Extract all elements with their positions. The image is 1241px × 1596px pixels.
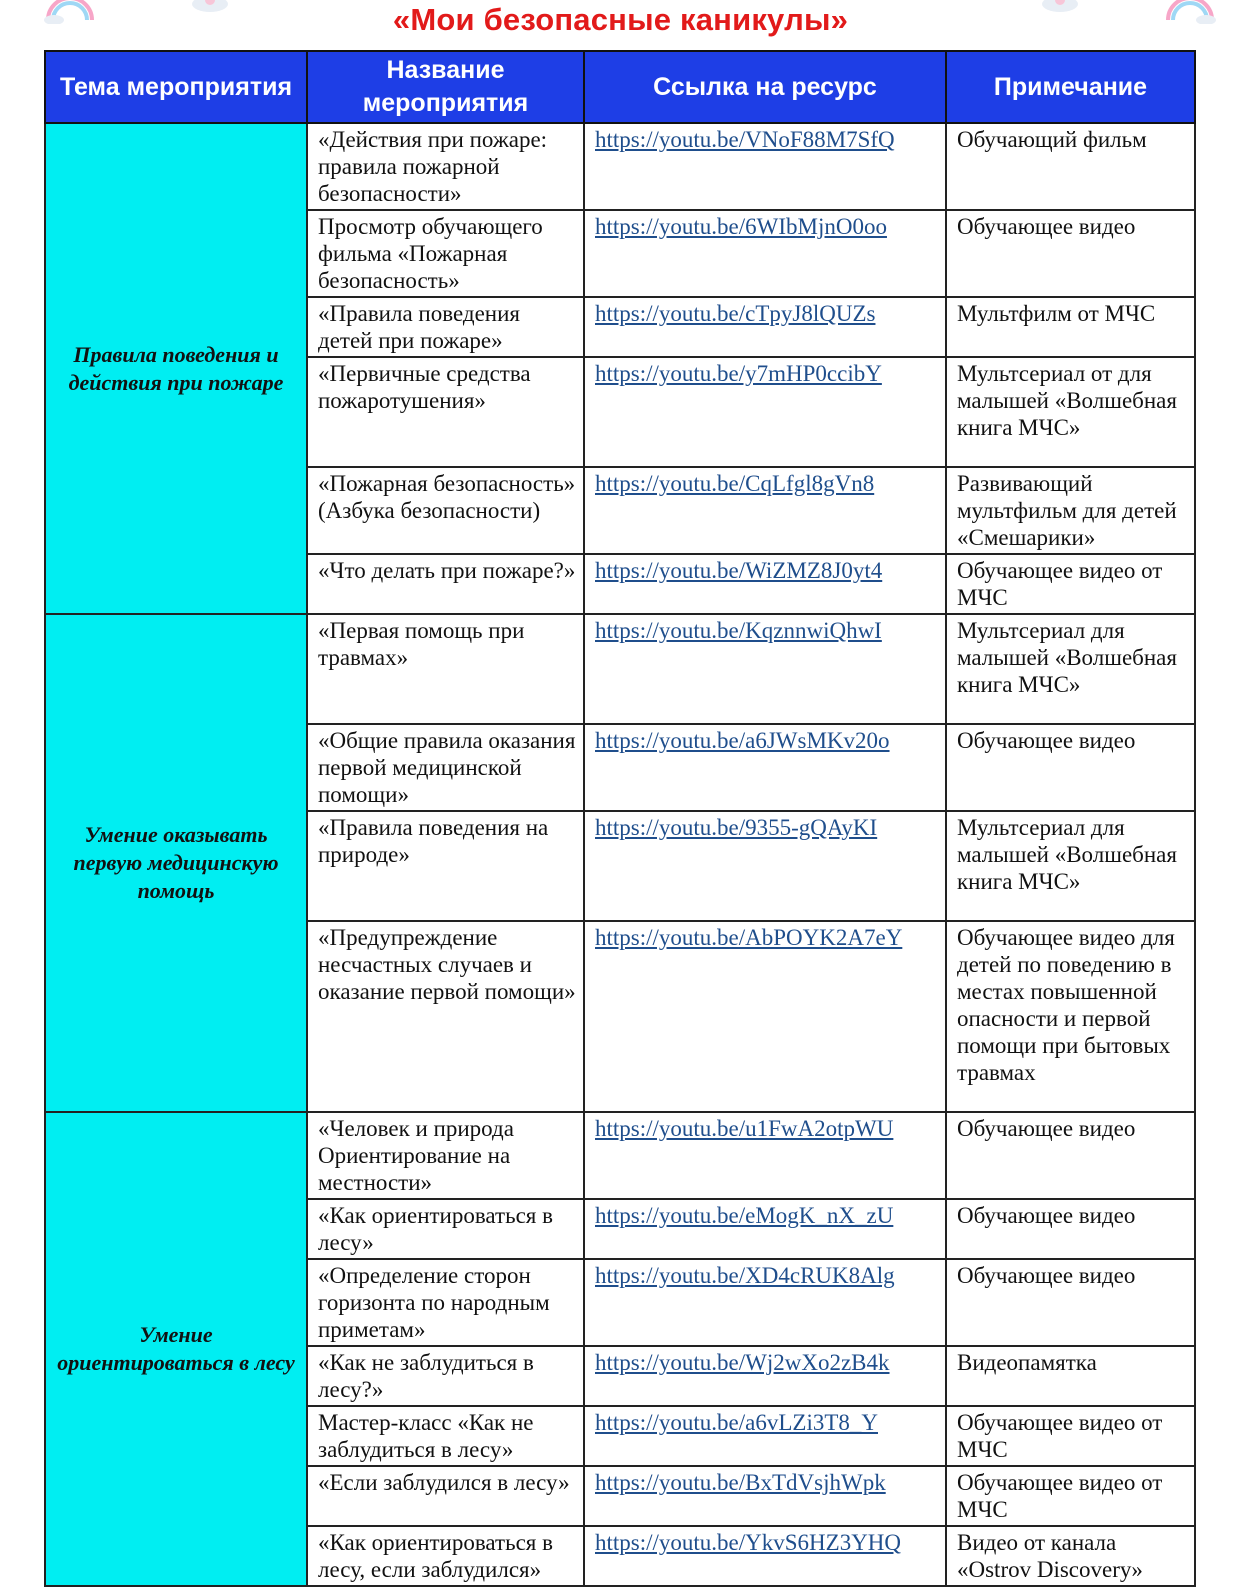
resource-link[interactable]: https://youtu.be/AbPOYK2A7eY xyxy=(595,925,903,950)
resource-link[interactable]: https://youtu.be/a6JWsMKv20o xyxy=(595,728,890,753)
event-name-cell: «Действия при пожаре: правила пожарной безопасности» xyxy=(307,123,584,210)
header-topic: Тема мероприятия xyxy=(45,51,307,123)
resource-link-cell xyxy=(584,1466,946,1526)
event-name-cell: Просмотр обучающего фильма «Пожарная безопасность» xyxy=(307,210,584,297)
note-cell: Обучающее видео от МЧС xyxy=(946,1466,1195,1526)
topic-cell: Умение ориентироваться в лесу xyxy=(45,1112,307,1586)
topic-cell: Умение оказывать первую медицинскую помощь xyxy=(45,614,307,1112)
resource-link-cell xyxy=(584,297,946,357)
resource-link-cell xyxy=(584,357,946,467)
resources-table xyxy=(44,50,1196,1587)
resource-link[interactable]: https://youtu.be/XD4cRUK8Alg xyxy=(595,1263,895,1288)
resource-link[interactable]: https://youtu.be/YkvS6HZ3YHQ xyxy=(595,1530,902,1555)
resource-link-cell xyxy=(584,1112,946,1199)
note-cell: Мультсериал для малышей «Волшебная книга МЧС» xyxy=(946,811,1195,921)
event-name-cell: Мастер-класс «Как не заблудиться в лесу» xyxy=(307,1406,584,1466)
event-name-cell: «Если заблудился в лесу» xyxy=(307,1466,584,1526)
resource-link-cell xyxy=(584,811,946,921)
note-cell: Обучающее видео от МЧС xyxy=(946,1406,1195,1466)
resource-link-cell xyxy=(584,554,946,614)
header-row xyxy=(45,51,1195,123)
resource-link[interactable]: https://youtu.be/a6vLZi3T8_Y xyxy=(595,1410,878,1435)
note-cell: Видео от канала «Ostrov Discovery» xyxy=(946,1526,1195,1586)
resource-link-cell xyxy=(584,724,946,811)
resource-link[interactable]: https://youtu.be/y7mHP0ccibY xyxy=(595,361,882,386)
topic-cell: Правила поведения и действия при пожаре xyxy=(45,123,307,614)
note-cell: Обучающее видео xyxy=(946,724,1195,811)
event-name-cell: «Правила поведения на природе» xyxy=(307,811,584,921)
event-name-cell: «Человек и природа Ориентирование на местности» xyxy=(307,1112,584,1199)
note-cell: Обучающее видео xyxy=(946,1259,1195,1346)
resource-link[interactable]: https://youtu.be/CqLfgl8gVn8 xyxy=(595,471,875,496)
resource-link-cell xyxy=(584,123,946,210)
event-name-cell: «Определение сторон горизонта по народным приметам» xyxy=(307,1259,584,1346)
resource-link-cell xyxy=(584,1406,946,1466)
event-name-cell: «Предупреждение несчастных случаев и оказание первой помощи» xyxy=(307,921,584,1112)
note-cell: Мультсериал для малышей «Волшебная книга МЧС» xyxy=(946,614,1195,724)
event-name-cell: «Общие правила оказания первой медицинской помощи» xyxy=(307,724,584,811)
table-row xyxy=(45,614,1195,724)
event-name-cell: «Первичные средства пожаротушения» xyxy=(307,357,584,467)
resource-link[interactable]: https://youtu.be/9355-gQAyKI xyxy=(595,815,878,840)
note-cell: Обучающее видео xyxy=(946,1112,1195,1199)
event-name-cell: «Как ориентироваться в лесу» xyxy=(307,1199,584,1259)
resource-link[interactable]: https://youtu.be/Wj2wXo2zB4k xyxy=(595,1350,890,1375)
resource-link[interactable]: https://youtu.be/VNoF88M7SfQ xyxy=(595,127,895,152)
resource-link[interactable]: https://youtu.be/eMogK_nX_zU xyxy=(595,1203,894,1228)
header-link: Ссылка на ресурс xyxy=(584,51,946,123)
event-name-cell: «Правила поведения детей при пожаре» xyxy=(307,297,584,357)
resource-link-cell xyxy=(584,467,946,554)
event-name-cell: «Что делать при пожаре?» xyxy=(307,554,584,614)
event-name-cell: «Пожарная безопасность» (Азбука безопасности) xyxy=(307,467,584,554)
note-cell: Развивающий мультфильм для детей «Смешарики» xyxy=(946,467,1195,554)
note-cell: Обучающий фильм xyxy=(946,123,1195,210)
table-row xyxy=(45,123,1195,210)
event-name-cell: «Как не заблудиться в лесу?» xyxy=(307,1346,584,1406)
resource-link-cell xyxy=(584,1526,946,1586)
header-note: Примечание xyxy=(946,51,1195,123)
header-name: Название мероприятия xyxy=(307,51,584,123)
event-name-cell: «Как ориентироваться в лесу, если заблудился» xyxy=(307,1526,584,1586)
resource-link[interactable]: https://youtu.be/WiZMZ8J0yt4 xyxy=(595,558,883,583)
note-cell: Обучающее видео xyxy=(946,210,1195,297)
note-cell: Мультсериал от для малышей «Волшебная книга МЧС» xyxy=(946,357,1195,467)
note-cell: Обучающее видео от МЧС xyxy=(946,554,1195,614)
resource-link[interactable]: https://youtu.be/KqznnwiQhwI xyxy=(595,618,882,643)
note-cell: Мультфилм от МЧС xyxy=(946,297,1195,357)
note-cell: Видеопамятка xyxy=(946,1346,1195,1406)
resource-link-cell xyxy=(584,210,946,297)
resource-link[interactable]: https://youtu.be/u1FwA2otpWU xyxy=(595,1116,894,1141)
note-cell: Обучающее видео для детей по поведению в местах повышенной опасности и первой помощи при бытовых травмах xyxy=(946,921,1195,1112)
resource-link-cell xyxy=(584,614,946,724)
resource-link-cell xyxy=(584,1346,946,1406)
event-name-cell: «Первая помощь при травмах» xyxy=(307,614,584,724)
resource-link[interactable]: https://youtu.be/BxTdVsjhWpk xyxy=(595,1470,886,1495)
resource-link-cell xyxy=(584,921,946,1112)
table-row xyxy=(45,1112,1195,1199)
resource-link[interactable]: https://youtu.be/cTpyJ8lQUZs xyxy=(595,301,876,326)
note-cell: Обучающее видео xyxy=(946,1199,1195,1259)
page-title: «Мои безопасные каникулы» xyxy=(392,2,849,37)
resource-link-cell xyxy=(584,1199,946,1259)
resource-link[interactable]: https://youtu.be/6WIbMjnO0oo xyxy=(595,214,887,239)
resource-link-cell xyxy=(584,1259,946,1346)
